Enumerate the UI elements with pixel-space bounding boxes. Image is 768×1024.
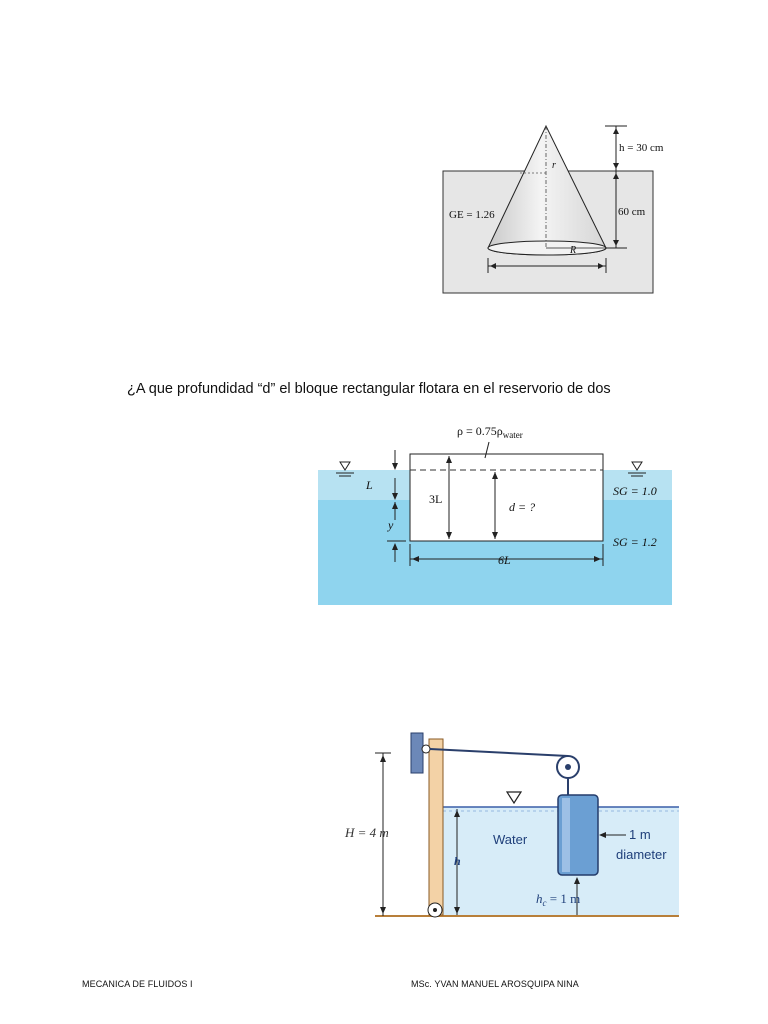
label-ge: GE = 1.26 <box>449 209 495 221</box>
label-d: d = ? <box>509 500 536 514</box>
wall-mount <box>411 733 423 773</box>
question-text: ¿A que profundidad “d” el bloque rectangular flotara en el reservorio de dos <box>127 381 611 397</box>
hinged-post <box>429 739 443 915</box>
footer-author: MSc. YVAN MANUEL AROSQUIPA NINA <box>411 979 579 989</box>
label-sg1: SG = 1.0 <box>613 484 657 498</box>
label-hc: $h_c = 1$ m <box>536 891 581 908</box>
label-3L: 3L <box>429 492 443 506</box>
label-rho: $\rho = 0.75\rho_{water}$ <box>457 424 523 440</box>
cone-figure <box>435 118 665 300</box>
label-water: Water <box>493 832 528 847</box>
tank-figure <box>340 725 682 925</box>
free-surface-symbol <box>507 792 521 803</box>
label-diameter-1: 1 m <box>629 827 651 842</box>
label-sg2: SG = 1.2 <box>613 535 657 549</box>
label-6L: 6L <box>498 553 511 567</box>
label-H: H = 4 m <box>345 825 389 840</box>
footer-course: MECANICA DE FLUIDOS I <box>82 979 193 989</box>
label-depth: 60 cm <box>618 206 646 218</box>
label-diameter-2: diameter <box>616 847 667 862</box>
label-h: h = 30 cm <box>619 142 664 154</box>
block-figure <box>318 420 672 606</box>
label-R: R <box>570 245 577 256</box>
label-y: y <box>388 518 394 532</box>
label-r: r <box>552 160 556 171</box>
label-h: h <box>454 854 461 868</box>
label-L: L <box>366 478 373 492</box>
